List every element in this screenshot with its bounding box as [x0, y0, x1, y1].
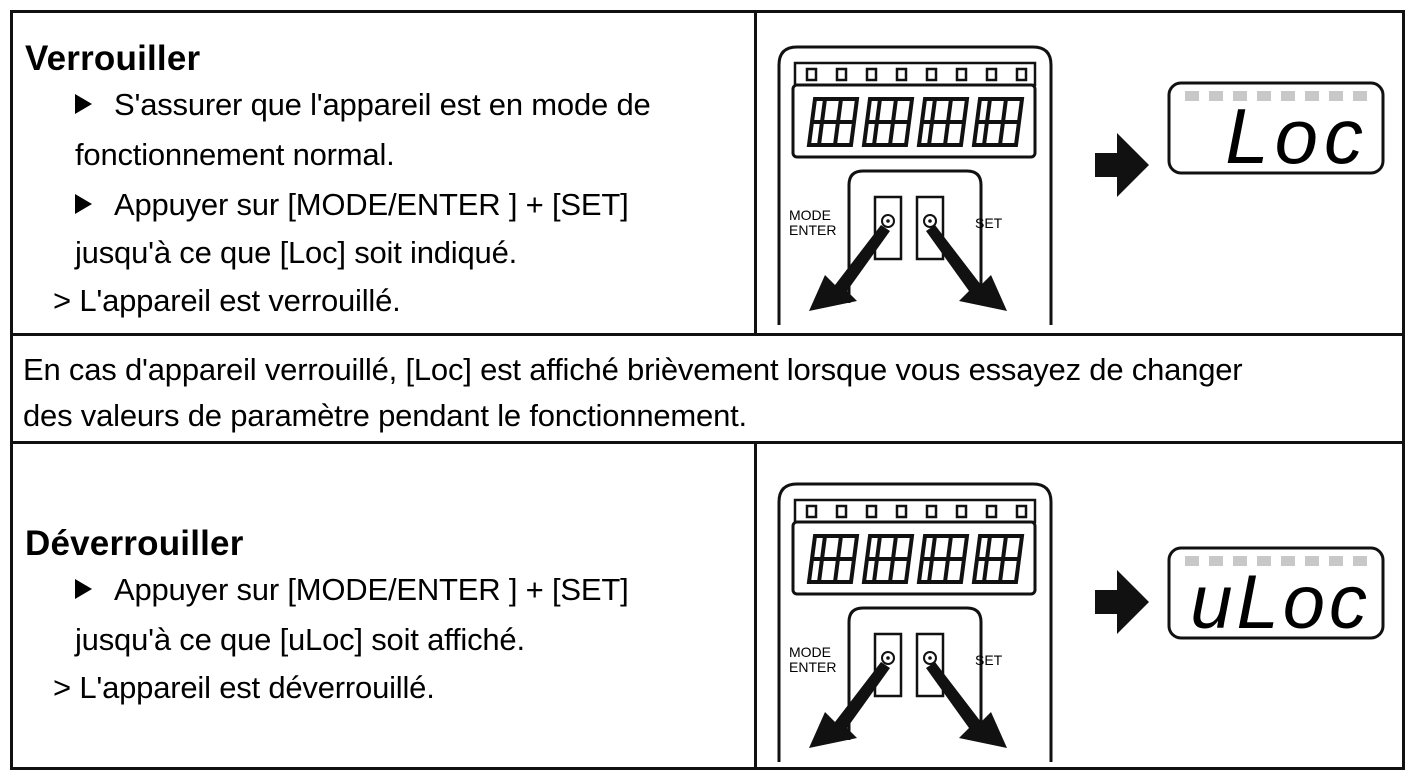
mode-label: MODE — [789, 207, 831, 223]
enter-label: ENTER — [789, 659, 837, 675]
lock-title: Verrouiller — [25, 39, 201, 78]
arrow-bullet-icon — [75, 579, 92, 599]
lock-step-2-cont: jusqu'à ce que [Loc] soit indiqué. — [75, 235, 518, 270]
result-arrow-icon — [1095, 570, 1149, 634]
lock-step-1-cont: fonctionnement normal. — [75, 137, 395, 172]
lock-step-1: S'assurer que l'appareil est en mode de — [75, 87, 651, 123]
unlock-device-illustration — [757, 444, 1402, 770]
instruction-table — [10, 10, 1405, 770]
lock-text-cell — [13, 13, 754, 333]
device-body — [779, 484, 1051, 762]
unlock-text-cell — [13, 444, 754, 770]
set-label: SET — [975, 652, 1003, 668]
lcd-readout: uLoc — [1190, 560, 1371, 645]
led-row-icon — [807, 69, 1026, 80]
led-row-icon — [807, 506, 1026, 517]
arrow-bullet-icon — [75, 94, 92, 114]
enter-label: ENTER — [789, 222, 837, 238]
press-arrow-right-icon — [926, 662, 1007, 748]
press-arrow-right-icon — [926, 225, 1007, 311]
segment-digits-icon — [809, 99, 1022, 145]
segment-digits-icon — [809, 536, 1022, 582]
note-cell — [13, 336, 1402, 441]
result-arrow-icon — [1095, 133, 1149, 197]
lock-illustration-cell — [757, 13, 1402, 333]
unlock-illustration-cell — [757, 444, 1402, 770]
set-label: SET — [975, 215, 1003, 231]
lock-step-2: Appuyer sur [MODE/ENTER ] + [SET] — [75, 187, 629, 223]
arrow-bullet-icon — [75, 194, 92, 214]
lock-result: > L'appareil est verrouillé. — [53, 283, 401, 318]
lock-device-illustration — [757, 13, 1402, 333]
unlock-title: Déverrouiller — [25, 524, 244, 563]
mode-label: MODE — [789, 644, 831, 660]
note-line-1: En cas d'appareil verrouillé, [Loc] est affiché brièvement lorsque vous essayez de changer — [23, 352, 1243, 387]
unlock-result: > L'appareil est déverrouillé. — [53, 670, 435, 705]
unlock-step-1-cont: jusqu'à ce que [uLoc] soit affiché. — [75, 622, 525, 657]
lcd-readout: Loc — [1225, 92, 1369, 180]
unlock-step-1: Appuyer sur [MODE/ENTER ] + [SET] — [75, 572, 629, 608]
note-line-2: des valeurs de paramètre pendant le fonctionnement. — [23, 398, 747, 433]
device-body — [779, 47, 1051, 325]
